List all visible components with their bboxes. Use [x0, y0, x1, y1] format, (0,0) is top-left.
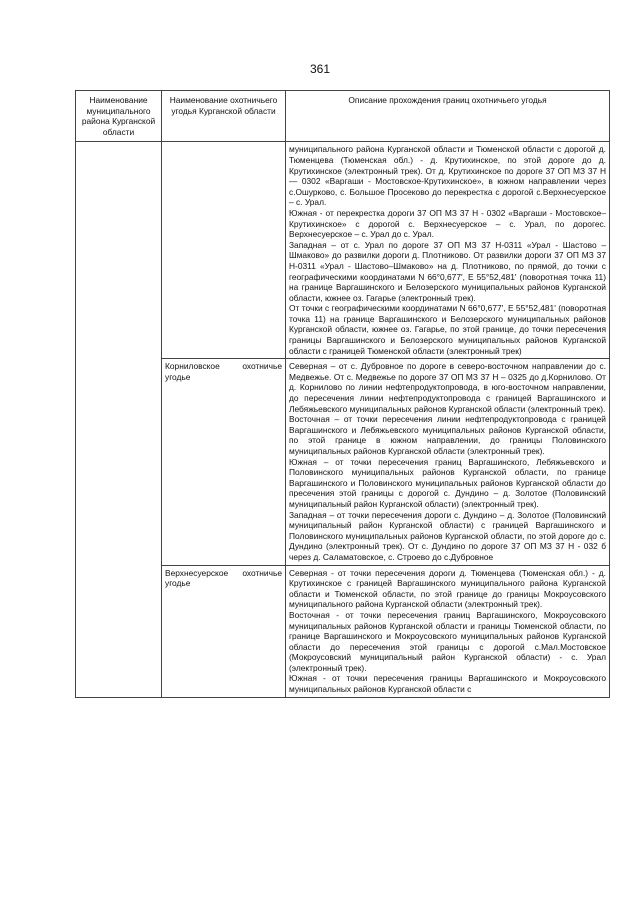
description-paragraph: Северная – от с. Дубровное по дороге в северо-восточном направлении до с. Медвежье. От с. Медвежье по дороге 37 ОП МЗ 37 Н – 0325 до д.Корнилово. От д. Корнилово по линии нефтепродуктопровода, в юго-восточном направлении, до пересечения линии нефтепродуктопровода с границей Варгашинского и Лебяжьевского муниципальных районов Курганской области (электронный трек).: [289, 361, 606, 414]
hunting-ground-name-cell: [162, 142, 286, 359]
district-cell: [76, 142, 162, 697]
description-paragraph: муниципального района Курганской области и Тюменской области с дорогой д. Тюменцева (Тюменская обл.) - д. Крутихинское, по этой дороге до д. Крутихинское (электронный трек). От д. Крутихинское по дороге 37 ОП МЗ 37 Н — 0302 «Варгаши - Мостовское-Крутихинское», в южном направлении через с.Ошурково, с. Большое Просеково до перекрестка с дорогой с.Верхнесуерское – с. Урал.: [289, 144, 606, 208]
description-paragraph: Южная - от перекрестка дороги 37 ОП МЗ 37 Н - 0302 «Варгаши - Мостовское–Крутихинское» с дорогой с. Верхнесуерское – с. Урал, по дорогес. Верхнесуерское – с. Урал до с. Урал.: [289, 207, 606, 240]
table-body: [76, 142, 610, 697]
description-paragraph: От точки с географическими координатами N 66°0,677', E 55°52,481' (поворотная точка 11) на границе Варгашинского и Белозерского муниципальных районов Курганской области, южнее оз. Гагарье, по этой границе, до точки пересечения границы Варгашинского и Белозерского муниципальных районов Курганской области с границей Тюменской области (электронный трек): [289, 303, 606, 356]
header-description: Описание прохождения границ охотничьего угодья: [286, 91, 610, 142]
hunting-ground-name-cell: Верхнесуерское охотничье угодье: [162, 565, 286, 697]
boundary-description-cell: [286, 359, 610, 565]
boundary-description-cell: [286, 565, 610, 697]
description-paragraph: Восточная – от точки пересечения линии нефтепродуктопровода с границей Варгашинского и Лебяжьевского муниципальных районов Курганской области, по этой границе в южном направлении, до границы Половинского муниципальных районов Курганской области (электронный трек).: [289, 414, 606, 456]
hunting-grounds-table: [75, 90, 610, 698]
table-header-row: [76, 91, 610, 142]
description-paragraph: Восточная - от точки пересечения границ Варгашинского, Мокроусовского муниципальных районов Курганской области и границы Тюменской области, по границе Варгашинского и Мокроусовского муниципальных районов Курганской области до пересечения этой границы с дорогой с.Мал.Мостовское (Мокроусовский муниципальный район Курганской области) - с. Урал (электронный трек).: [289, 609, 606, 673]
description-paragraph: Южная – от точки пересечения границ Варгашинского, Лебяжьевского и Половинского муниципальных районов Курганской области, по границе Варгашинского и Половинского муниципальных районов Курганской области до пресечения этой границы с дорогой с. Дундино – д. Золотое (Половинский муниципальный район Курганской области) (электронный трек).: [289, 456, 606, 509]
boundary-description-cell: [286, 142, 610, 359]
header-hunting-ground: Наименование охотничьего угодья Курганской области: [162, 91, 286, 142]
description-paragraph: Западная – от с. Урал по дороге 37 ОП МЗ 37 Н-0311 «Урал - Шастово –Шмаково» до развилки дороги д. Плотниково. От развилки дороги 37 ОП МЗ 37 Н-0311 «Урал - Шастово–Шмаково» на д. Плотниково, по прямой, до точки с географическими координатами N 66°0,677', E 55°52,481' (поворотная точка 11) на границе Варгашинского и Белозерского муниципальных районов Курганской области, южнее оз. Гагарье (электронный трек).: [289, 239, 606, 303]
hunting-ground-name-cell: Корниловское охотничье угодье: [162, 359, 286, 565]
description-paragraph: Западная – от точки пересечения дороги с. Дундино – д. Золотое (Половинский муниципальный район Курганской области) с границей Варгашинского и Половинского муниципальных районов Курганской области, по этой дороге до с. Дундино (электронный трек). От с. Дундино по дороге 37 ОП МЗ 37 Н - 032 б через д. Саламатовское, с. Строево до с.Дубровное: [289, 509, 606, 562]
header-district: Наименование муниципального района Курганской области: [76, 91, 162, 142]
description-paragraph: Северная - от точки пересечения дороги д. Тюменцева (Тюменская обл.) - д. Крутихинское с границей Варгашинского муниципального района Курганской области и Тюменской области, по этой границе до границы Мокроусовского муниципального района Курганской области (электронный трек).: [289, 567, 606, 610]
description-paragraph: Южная - от точки пересечения границы Варгашинского и Мокроусовского муниципальных районов Курганской области с: [289, 673, 606, 695]
table-row: [76, 142, 610, 359]
page-number: 361: [309, 62, 331, 76]
